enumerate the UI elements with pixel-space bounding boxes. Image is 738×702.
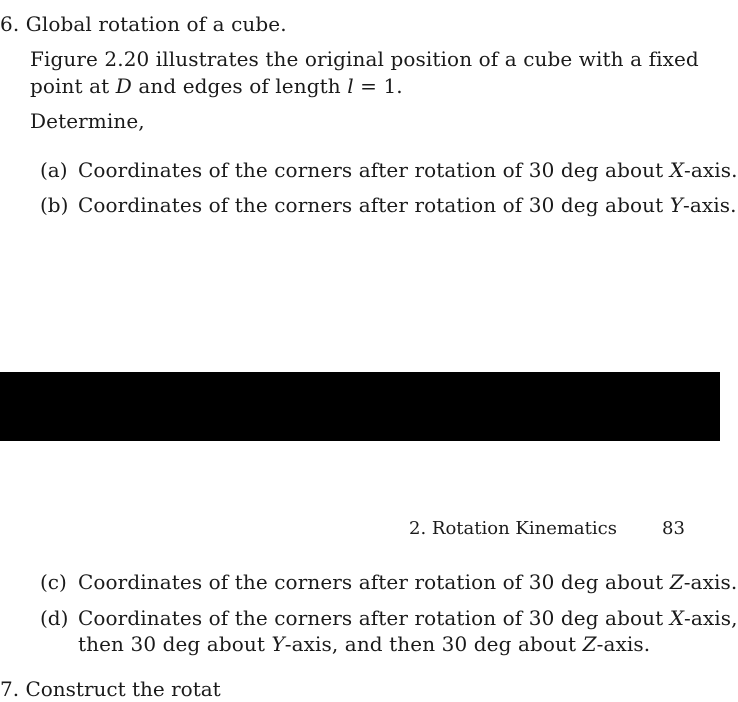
item-a-text bbox=[78, 157, 738, 183]
intro-text-2c: = 1. bbox=[353, 74, 403, 98]
intro-var-d: D bbox=[115, 74, 132, 98]
next-problem-cutoff: 7. Construct the rotat bbox=[0, 677, 221, 701]
intro-text-2a: point at bbox=[30, 74, 116, 98]
intro-line-1 bbox=[30, 46, 699, 72]
running-head-page-number: 83 bbox=[662, 518, 685, 539]
item-c-label: (c) bbox=[40, 570, 67, 594]
item-d-text-1b: -axis, bbox=[684, 606, 738, 630]
item-c-axis: Z bbox=[669, 570, 684, 594]
item-b-text bbox=[78, 192, 737, 218]
item-d-axis-x: X bbox=[669, 606, 685, 630]
determine-line bbox=[30, 108, 145, 134]
item-d-line-1 bbox=[78, 605, 738, 631]
item-b-label: (b) bbox=[40, 193, 69, 217]
determine-text: Determine, bbox=[30, 109, 145, 133]
intro-var-l: l bbox=[347, 74, 354, 98]
intro-text-2b: and edges of length bbox=[131, 74, 348, 98]
intro-line-2 bbox=[30, 73, 403, 99]
item-a-text-a: Coordinates of the corners after rotation of 30 deg about bbox=[78, 158, 670, 182]
running-head-chapter: 2. Rotation Kinematics bbox=[409, 518, 617, 539]
page-break-bar bbox=[0, 372, 720, 441]
item-a-axis: X bbox=[669, 158, 685, 182]
item-a-text-b: -axis. bbox=[684, 158, 738, 182]
item-d-text-1a: Coordinates of the corners after rotation of 30 deg about bbox=[78, 606, 670, 630]
item-d-axis-z: Z bbox=[582, 632, 597, 656]
item-b-axis: Y bbox=[669, 193, 684, 217]
item-d-label: (d) bbox=[40, 606, 69, 630]
item-d-text-2b: -axis, and then 30 deg about bbox=[284, 632, 583, 656]
item-d-axis-y: Y bbox=[271, 632, 285, 656]
intro-text-1: Figure 2.20 illustrates the original position of a cube with a fixed bbox=[30, 47, 699, 71]
item-b-text-a: Coordinates of the corners after rotation of 30 deg about bbox=[78, 193, 670, 217]
problem-heading bbox=[0, 11, 287, 37]
item-d-text-2c: -axis. bbox=[596, 632, 651, 656]
item-b-text-b: -axis. bbox=[683, 193, 737, 217]
item-c-text bbox=[78, 569, 737, 595]
item-c-text-a: Coordinates of the corners after rotation of 30 deg about bbox=[78, 570, 670, 594]
item-d-line-2 bbox=[78, 631, 650, 657]
item-a-label: (a) bbox=[40, 158, 68, 182]
item-d-text-2a: then 30 deg about bbox=[78, 632, 272, 656]
item-c-text-b: -axis. bbox=[683, 570, 738, 594]
problem-title: Global rotation of a cube. bbox=[25, 12, 287, 36]
problem-number: 6. bbox=[0, 12, 20, 36]
